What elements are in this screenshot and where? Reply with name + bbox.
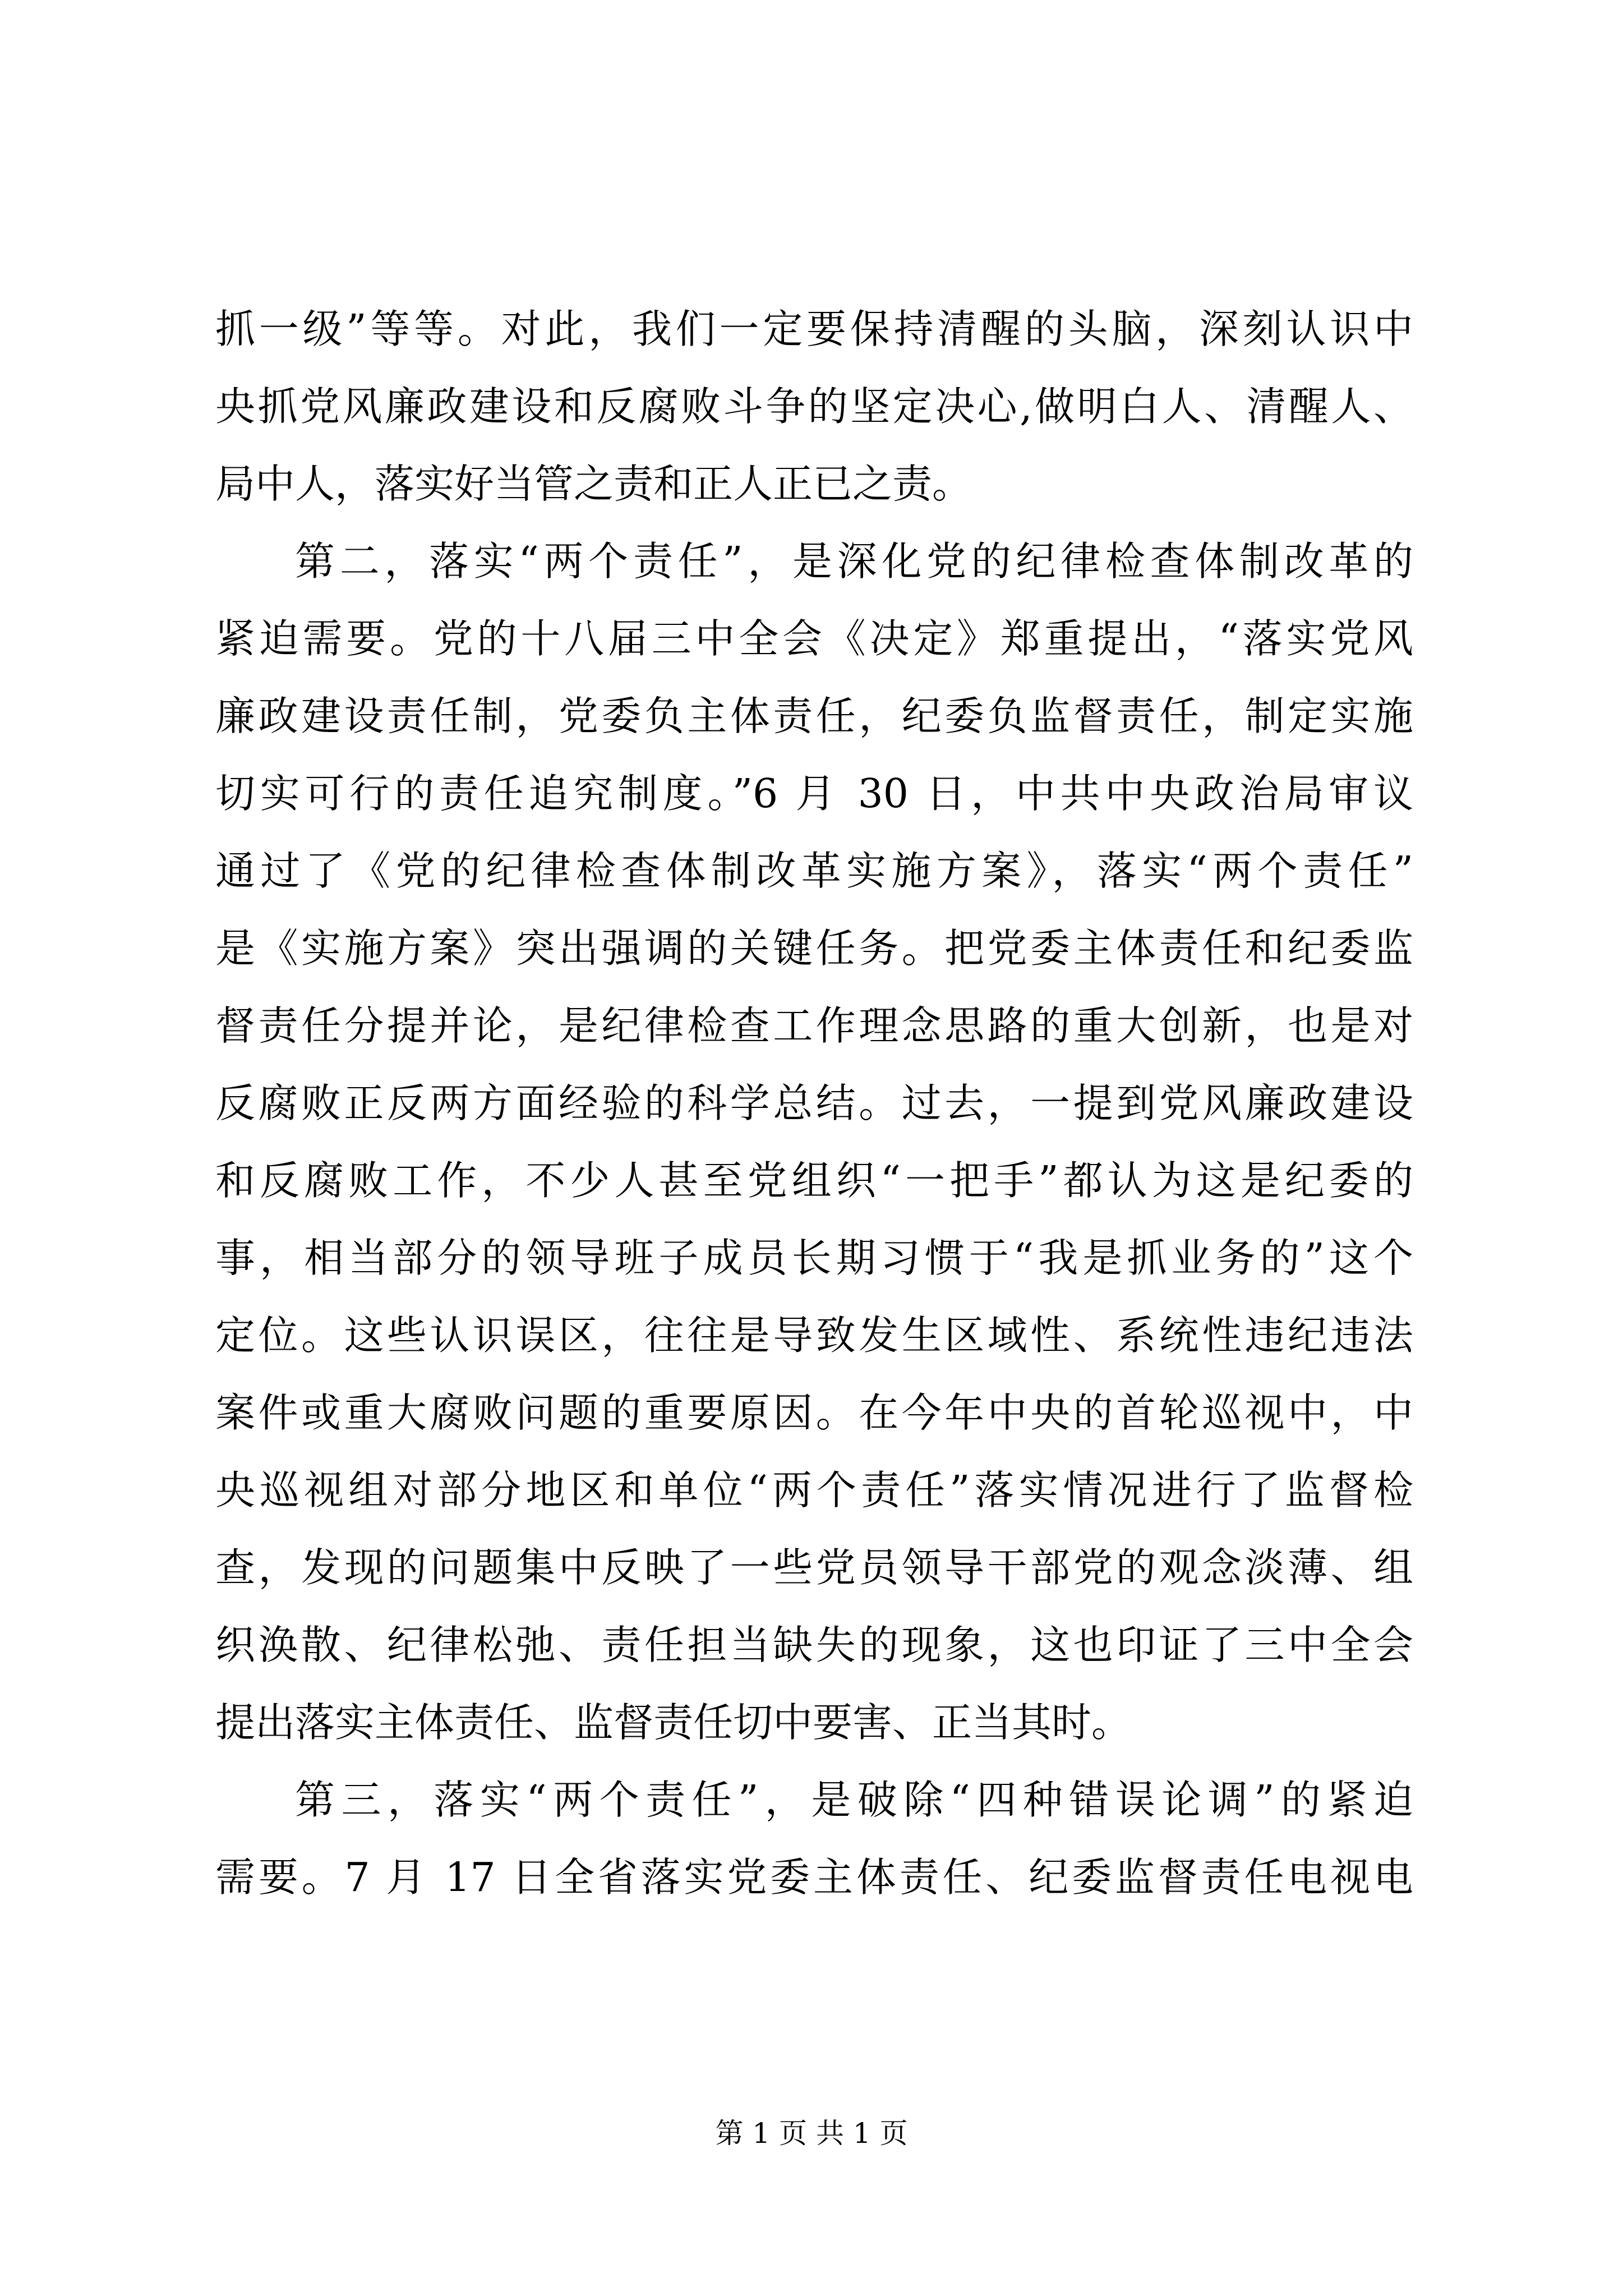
text-line: 反腐败正反两方面经验的科学总结。过去，一提到党风廉政建设	[215, 1080, 1413, 1126]
paragraph-first-line: 第三，落实“两个责任”，是破除“四种错误论调”的紧迫	[295, 1777, 1413, 1823]
text-line: 督责任分提并论，是纪律检查工作理念思路的重大创新，也是对	[215, 1002, 1413, 1049]
page-footer: 第 1 页 共 1 页	[715, 2117, 908, 2150]
text-line: 紧迫需要。党的十八届三中全会《决定》郑重提出，“落实党风	[215, 615, 1413, 662]
text-line: 廉政建设责任制，党委负主体责任，纪委负监督责任，制定实施	[215, 693, 1413, 739]
text-line: 切实可行的责任追究制度。”6 月 30 日，中共中央政治局审议	[215, 770, 1413, 817]
text-line: 央抓党风廉政建设和反腐败斗争的坚定决心,做明白人、清醒人、	[215, 383, 1413, 430]
body-text	[215, 291, 1413, 1916]
text-line: 案件或重大腐败问题的重要原因。在今年中央的首轮巡视中，中	[215, 1389, 1413, 1436]
text-line: 是《实施方案》突出强调的关键任务。把党委主体责任和纪委监	[215, 925, 1413, 972]
text-line: 提出落实主体责任、监督责任切中要害、正当其时。	[215, 1699, 1132, 1746]
text-line: 织涣散、纪律松弛、责任担当缺失的现象，这也印证了三中全会	[215, 1622, 1413, 1668]
text-line: 抓一级”等等。对此，我们一定要保持清醒的头脑，深刻认识中	[215, 306, 1413, 352]
text-line: 央巡视组对部分地区和单位“两个责任”落实情况进行了监督检	[215, 1467, 1413, 1513]
text-line: 查，发现的问题集中反映了一些党员领导干部党的观念淡薄、组	[215, 1544, 1413, 1591]
text-line: 通过了《党的纪律检查体制改革实施方案》，落实“两个责任”	[215, 848, 1413, 894]
paragraph-first-line: 第二，落实“两个责任”，是深化党的纪律检查体制改革的	[295, 538, 1413, 585]
text-line: 需要。7 月 17 日全省落实党委主体责任、纪委监督责任电视电	[215, 1854, 1413, 1901]
text-line: 和反腐败工作，不少人甚至党组织“一把手”都认为这是纪委的	[215, 1157, 1413, 1204]
text-line: 事，相当部分的领导班子成员长期习惯于“我是抓业务的”这个	[215, 1235, 1413, 1281]
text-line: 局中人，落实好当管之责和正人正已之责。	[215, 461, 972, 507]
text-line: 定位。这些认识误区，往往是导致发生区域性、系统性违纪违法	[215, 1312, 1413, 1359]
